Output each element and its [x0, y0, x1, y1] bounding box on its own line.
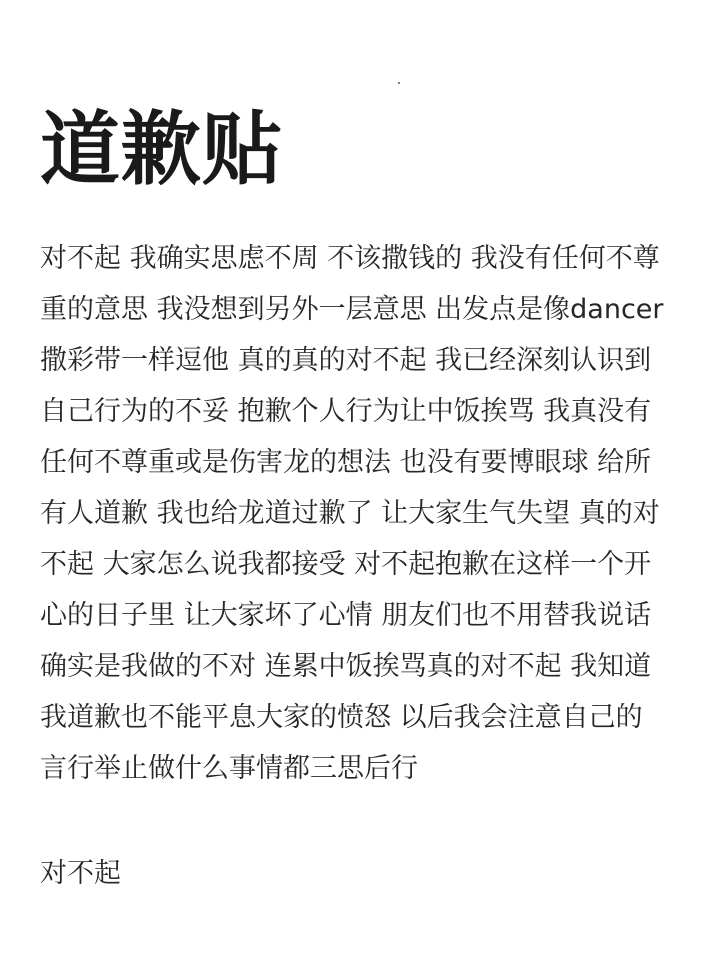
post-title: 道歉贴 [40, 103, 283, 196]
dust-speck [398, 82, 400, 84]
post-body: 对不起 我确实思虑不周 不该撒钱的 我没有任何不尊重的意思 我没想到另外一层意思 出发点是像dancer撒彩带一样逗他 真的真的对不起 我已经深刻认识到自己行为的不妥 抱歉个人行为让中饭挨骂 我真没有任何不尊重或是伤害龙的想法 也没有要博眼球 给所有人道歉 我也给龙道过歉了 让大家生气失望 真的对不起 大家怎么说我都接受 对不起抱歉在这样一个开心的日子里 让大家坏了心情 朋友们也不用替我说话 确实是我做的不对 连累中饭挨骂真的对不起 我知道我道歉也不能平息大家的愤怒 以后我会注意自己的言行举止做什么事情都三思后行 [40, 243, 664, 784]
post-closing: 对不起 [40, 858, 121, 889]
